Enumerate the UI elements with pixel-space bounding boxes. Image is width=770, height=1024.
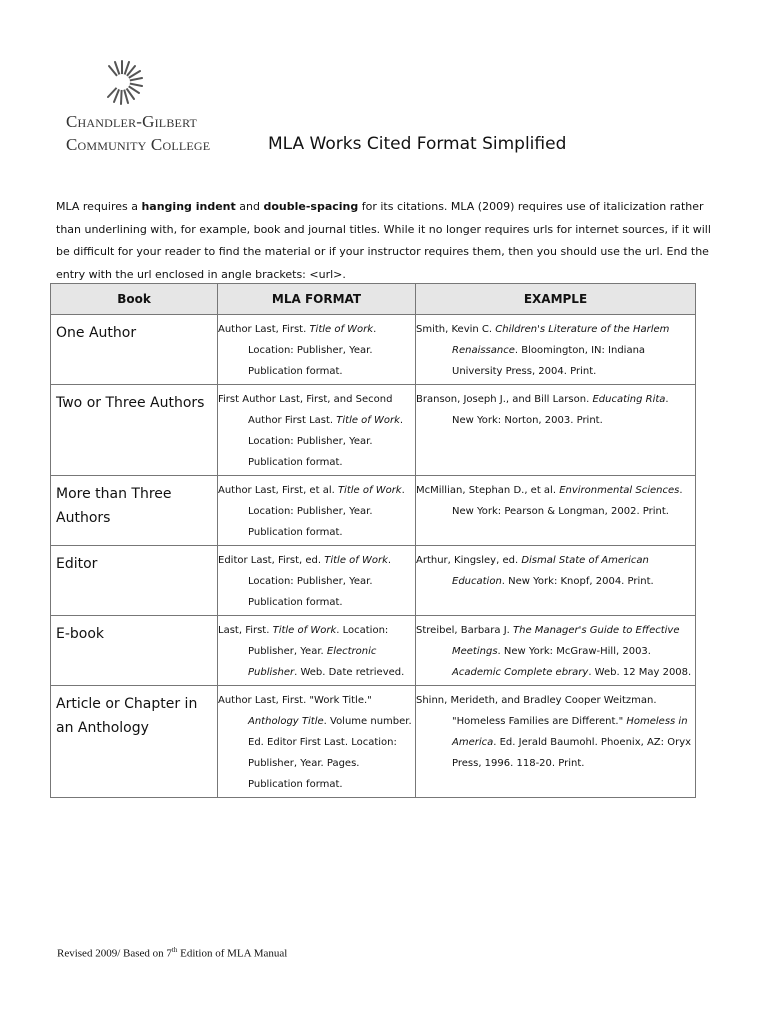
intro-bold-hanging-indent: hanging indent xyxy=(141,200,236,213)
intro-text-1: MLA requires a xyxy=(56,200,142,213)
citation-table xyxy=(50,283,696,798)
citation-type-cell: Article or Chapter in an Anthology xyxy=(51,686,218,798)
example-cell xyxy=(416,315,696,385)
example-italic-title: Educating Rita xyxy=(592,394,666,405)
format-text: Last, First. xyxy=(218,625,273,636)
format-text: Editor Last, First, ed. xyxy=(218,555,325,566)
example-cell xyxy=(416,546,696,616)
page-title: MLA Works Cited Format Simplified xyxy=(268,134,567,154)
example-text: . Web. 12 May 2008. xyxy=(588,667,692,678)
college-logo xyxy=(66,58,211,162)
example-text: . New York: Pearson & Longman, 2002. Print. xyxy=(452,485,683,517)
citation-type-cell: More than Three Authors xyxy=(51,476,218,546)
example-italic-title: The Manager's Guide to Effective Meetings xyxy=(452,625,680,657)
header-example: EXAMPLE xyxy=(416,284,696,315)
format-text: First Author Last, First, and Second Author First Last. xyxy=(218,394,393,426)
format-text: . Location: Publisher, Year. xyxy=(248,625,389,657)
format-italic-title: Title of Work xyxy=(309,324,374,335)
footer-text: Revised 2009/ Based on 7 xyxy=(57,947,172,960)
format-text: Author Last, First. "Work Title." xyxy=(218,695,372,706)
table-row xyxy=(51,315,696,385)
revision-footer xyxy=(57,946,287,960)
example-text: Branson, Joseph J., and Bill Larson. xyxy=(416,394,593,405)
example-text: . New York: McGraw-Hill, 2003. xyxy=(497,646,651,657)
example-text: . Ed. Jerald Baumohl. Phoenix, AZ: Oryx Press, 1996. 118-20. Print. xyxy=(452,737,692,769)
intro-text-2: and xyxy=(235,200,264,213)
header-book: Book xyxy=(51,284,218,315)
format-text: . Location: Publisher, Year. Publication format. xyxy=(248,485,405,538)
intro-paragraph xyxy=(56,196,716,286)
table-row xyxy=(51,546,696,616)
format-text: . Location: Publisher, Year. Publication format. xyxy=(248,324,377,377)
example-text: Smith, Kevin C. xyxy=(416,324,496,335)
example-cell xyxy=(416,686,696,798)
table-row xyxy=(51,686,696,798)
format-cell xyxy=(218,546,416,616)
footer-text-end: Edition of MLA Manual xyxy=(177,947,288,960)
format-text: . Web. Date retrieved. xyxy=(294,667,405,678)
example-text: Streibel, Barbara J. xyxy=(416,625,514,636)
format-cell xyxy=(218,476,416,546)
example-cell xyxy=(416,385,696,476)
header-mla-format: MLA FORMAT xyxy=(218,284,416,315)
example-text: McMillian, Stephan D., et al. xyxy=(416,485,560,496)
example-italic-title: Academic Complete ebrary xyxy=(452,667,589,678)
table-header-row xyxy=(51,284,696,315)
example-text: Arthur, Kingsley, ed. xyxy=(416,555,522,566)
citation-type-cell: Two or Three Authors xyxy=(51,385,218,476)
format-text: . Volume number. Ed. Editor First Last. Location: Publisher, Year. Pages. Publication format. xyxy=(248,716,412,790)
citation-type-cell: One Author xyxy=(51,315,218,385)
example-text: . New York: Knopf, 2004. Print. xyxy=(501,576,654,587)
format-italic-title: Title of Work xyxy=(336,415,400,426)
example-italic-title: Children's Literature of the Harlem Renaissance xyxy=(452,324,670,356)
example-italic-title: Environmental Sciences xyxy=(559,485,680,496)
sunburst-logo-icon xyxy=(100,58,144,106)
format-cell xyxy=(218,385,416,476)
format-cell xyxy=(218,315,416,385)
footer-superscript: th xyxy=(171,946,178,954)
citation-type-cell: E-book xyxy=(51,616,218,686)
format-italic-title: Title of Work xyxy=(324,555,388,566)
example-italic-title: Homeless in America xyxy=(452,716,688,748)
format-text: . Location: Publisher, Year. Publication format. xyxy=(248,555,392,608)
intro-text-3: for its citations. MLA (2009) requires use of italicization rather than underlining with, for example, book and journal titles. While it no longer requires urls for internet sources, if it will be difficult for your reader to find the material or if your instructor requires them, then you should use the url. End the entry with the url enclosed in angle brackets: <url>. xyxy=(56,200,711,281)
table-row xyxy=(51,385,696,476)
format-text: Author Last, First. xyxy=(218,324,310,335)
example-cell xyxy=(416,476,696,546)
example-text: . Bloomington, IN: Indiana University Press, 2004. Print. xyxy=(452,345,646,377)
table-row xyxy=(51,616,696,686)
format-text: . Location: Publisher, Year. Publication format. xyxy=(248,415,404,468)
format-italic-title: Anthology Title xyxy=(248,716,324,727)
logo-text-line2: Community College xyxy=(66,135,211,154)
format-cell xyxy=(218,686,416,798)
format-italic-title: Electronic Publisher xyxy=(248,646,377,678)
example-text: . New York: Norton, 2003. Print. xyxy=(452,394,669,426)
table-row xyxy=(51,476,696,546)
logo-text-line1: Chandler-Gilbert xyxy=(66,112,198,131)
format-text: Author Last, First, et al. xyxy=(218,485,338,496)
example-cell xyxy=(416,616,696,686)
example-italic-title: Dismal State of American Education xyxy=(452,555,649,587)
citation-type-cell: Editor xyxy=(51,546,218,616)
format-cell xyxy=(218,616,416,686)
format-italic-title: Title of Work xyxy=(272,625,337,636)
example-text: Shinn, Merideth, and Bradley Cooper Weitzman. "Homeless Families are Different." xyxy=(416,695,657,727)
intro-bold-double-spacing: double-spacing xyxy=(263,200,359,213)
format-italic-title: Title of Work xyxy=(337,485,402,496)
